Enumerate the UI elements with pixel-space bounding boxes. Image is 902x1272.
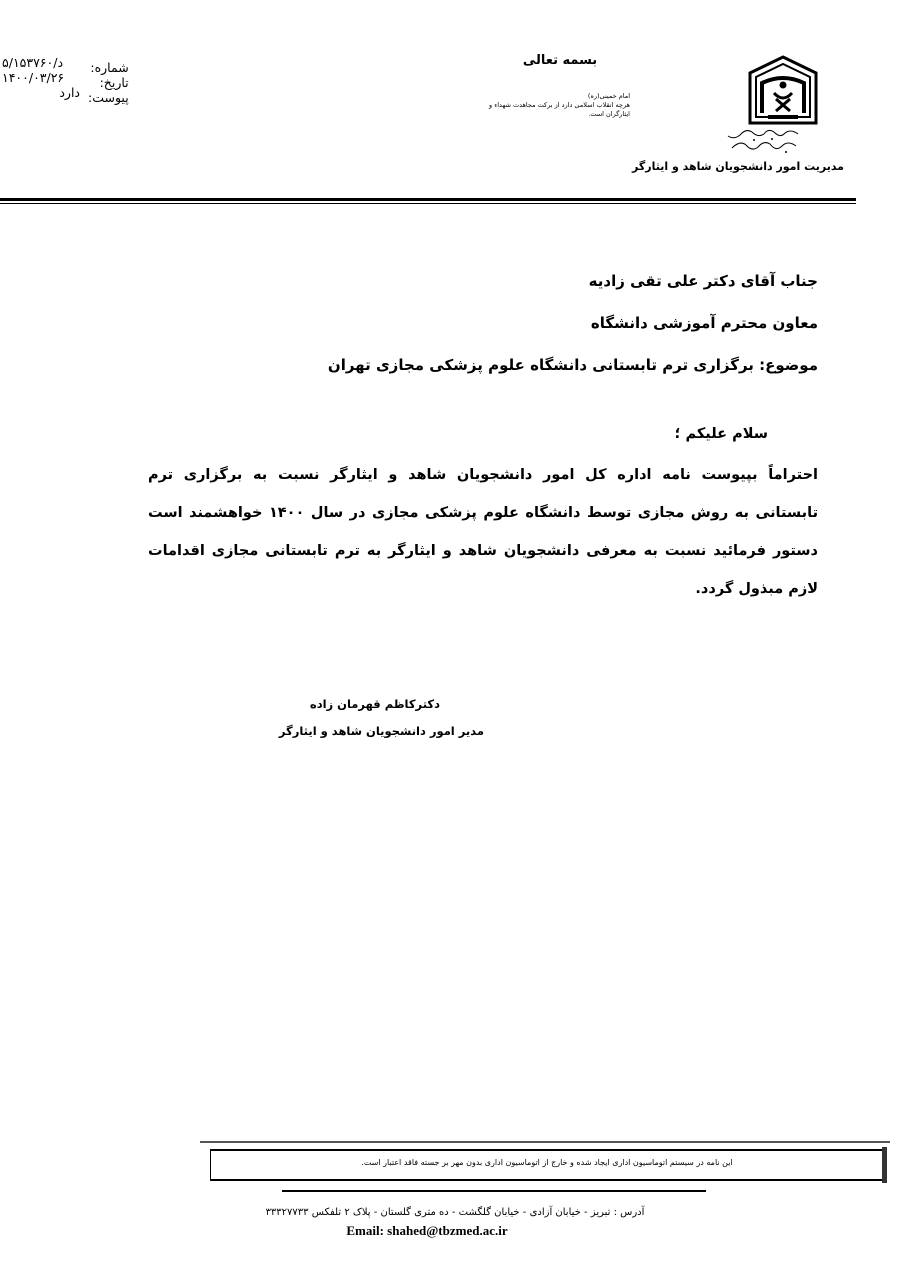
footer-divider — [200, 1141, 890, 1143]
university-emblem-icon — [748, 55, 818, 125]
signatory-name: دکترکاظم قهرمان زاده — [309, 697, 440, 711]
imam-quote-line: امام خمینی(ره) — [587, 92, 630, 100]
greeting: سلام علیکم ؛ — [674, 426, 768, 442]
header-divider-thin — [0, 203, 856, 204]
footer-email: Email: shahed@tbzmed.ac.ir — [346, 1223, 508, 1238]
imam-quote-line: ایثارگران است. — [588, 110, 630, 118]
imam-quote — [430, 92, 630, 119]
attachment-label: پیوست: — [88, 90, 129, 105]
body-line: احتراماً بپیوست نامه اداره کل امور دانشجویان شاهد و ایثارگر نسبت به برگزاری ترم — [148, 467, 818, 483]
body-line: تابستانی به روش مجازی توسط دانشگاه علوم پزشکی مجازی در سال ۱۴۰۰ خواهشمند است — [148, 505, 819, 521]
footer-divider-short — [282, 1190, 706, 1192]
header-divider — [0, 198, 856, 201]
bismillah-heading: بسمه تعالی — [522, 53, 598, 68]
imam-quote-line: هرچه انقلاب اسلامی دارد از برکت مجاهدت شهداء و — [488, 101, 630, 109]
number-label: شماره: — [90, 60, 129, 75]
letter-body — [148, 456, 818, 608]
addressee-name: جناب آقای دکتر علی تقی زادیه — [588, 272, 818, 290]
date-value: ۱۴۰۰/۰۳/۲۶ — [2, 70, 65, 85]
date-label: تاریخ: — [99, 75, 129, 90]
addressee-title: معاون محترم آموزشی دانشگاه — [590, 314, 818, 332]
letter-meta-values — [2, 55, 80, 100]
footer-address: آدرس : تبریز - خیابان آزادی - خیابان گلگشت - ده متری گلستان - پلاک ۲ تلفکس ۳۳۳۲۷۷۳۳ — [265, 1207, 645, 1218]
footer-notice: این نامه در سیستم اتوماسیون اداری ایجاد شده و خارج از اتوماسیون اداری بدون مهر بر جسته فاقد اعتبار است. — [361, 1158, 733, 1167]
number-value: ۵/د/۱۵۳۷۶۰ — [2, 55, 64, 70]
university-calligraphy-signature — [724, 126, 802, 156]
attachment-value: دارد — [59, 85, 80, 100]
signatory-title: مدیر امور دانشجویان شاهد و ایثارگر — [278, 724, 484, 738]
body-line: لازم مبذول گردد. — [695, 581, 818, 597]
department-name: مدیریت امور دانشجویان شاهد و ایثارگر — [632, 160, 844, 173]
letter-subject: موضوع: برگزاری ترم تابستانی دانشگاه علوم پزشکی مجازی تهران — [327, 356, 818, 374]
body-line: دستور فرمائید نسبت به معرفی دانشجویان شاهد و ایثارگر به ترم تابستانی مجازی اقدامات — [148, 543, 818, 559]
letter-meta-labels — [88, 60, 129, 105]
